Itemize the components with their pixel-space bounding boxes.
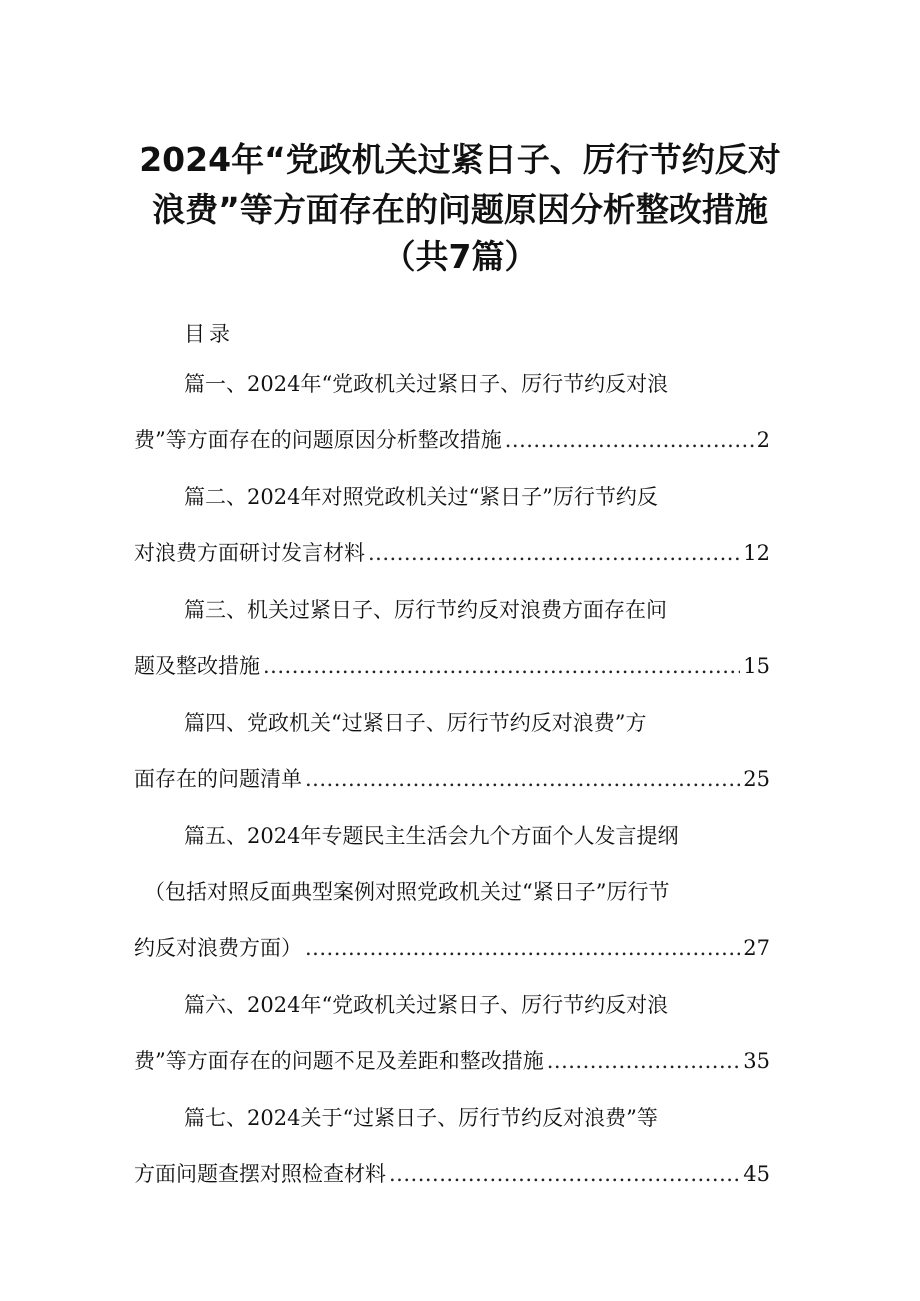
toc-entry-1-line-1[interactable]: 篇一、2024年“党政机关过紧日子、厉行节约反对浪 <box>184 372 669 396</box>
toc-page-number: 12 <box>743 541 770 565</box>
toc-entry-6-line-1[interactable]: 篇六、2024年“党政机关过紧日子、厉行节约反对浪 <box>184 993 669 1017</box>
toc-entry-5-line-1[interactable]: 篇五、2024年专题民主生活会九个方面个人发言提纲 <box>184 824 679 848</box>
toc-entry-1-line-2[interactable] <box>134 430 770 451</box>
toc-page-number: 45 <box>743 1162 770 1186</box>
document-title-line-3: （共7篇） <box>382 237 538 276</box>
toc-entry-text: 对浪费方面研讨发言材料 <box>134 541 365 565</box>
toc-entry-7-line-2[interactable] <box>134 1164 770 1185</box>
toc-leader-dots <box>305 769 740 790</box>
toc-entry-text: 费”等方面存在的问题原因分析整改措施 <box>134 428 502 452</box>
document-title-line-2: 浪费”等方面存在的问题原因分析整改措施 <box>152 190 768 229</box>
toc-heading: 目录 <box>184 322 234 346</box>
toc-entry-4-line-1[interactable]: 篇四、党政机关“过紧日子、厉行节约反对浪费”方 <box>184 711 647 735</box>
document-title-line-1: 2024年“党政机关过紧日子、厉行节约反对 <box>139 140 781 179</box>
toc-page-number: 35 <box>743 1049 770 1073</box>
toc-leader-dots <box>389 1164 740 1185</box>
toc-entry-6-line-2[interactable] <box>134 1051 770 1072</box>
toc-entry-3-line-2[interactable] <box>134 656 770 677</box>
toc-page-number: 15 <box>743 654 770 678</box>
toc-entry-4-line-2[interactable] <box>134 769 770 790</box>
toc-leader-dots <box>263 656 740 677</box>
toc-leader-dots <box>547 1051 741 1072</box>
toc-page-number: 27 <box>743 936 770 960</box>
toc-entry-text: 题及整改措施 <box>134 654 260 678</box>
toc-entry-7-line-1[interactable]: 篇七、2024关于“过紧日子、厉行节约反对浪费”等 <box>184 1106 658 1130</box>
toc-page-number: 25 <box>743 767 770 791</box>
toc-leader-dots <box>505 430 754 451</box>
toc-entry-5-line-3[interactable] <box>134 938 770 959</box>
toc-entry-text: 约反对浪费方面） <box>134 936 302 960</box>
toc-leader-dots <box>305 938 740 959</box>
toc-page-number: 2 <box>756 428 770 452</box>
toc-entry-5-line-2[interactable]: （包括对照反面典型案例对照党政机关过“紧日子”厉行节 <box>144 880 670 904</box>
toc-entry-2-line-1[interactable]: 篇二、2024年对照党政机关过“紧日子”厉行节约反 <box>184 485 658 509</box>
toc-entry-text: 费”等方面存在的问题不足及差距和整改措施 <box>134 1049 544 1073</box>
toc-leader-dots <box>368 543 740 564</box>
toc-entry-2-line-2[interactable] <box>134 543 770 564</box>
toc-entry-3-line-1[interactable]: 篇三、机关过紧日子、厉行节约反对浪费方面存在问 <box>184 598 667 622</box>
toc-entry-text: 面存在的问题清单 <box>134 767 302 791</box>
toc-entry-text: 方面问题查摆对照检查材料 <box>134 1162 386 1186</box>
